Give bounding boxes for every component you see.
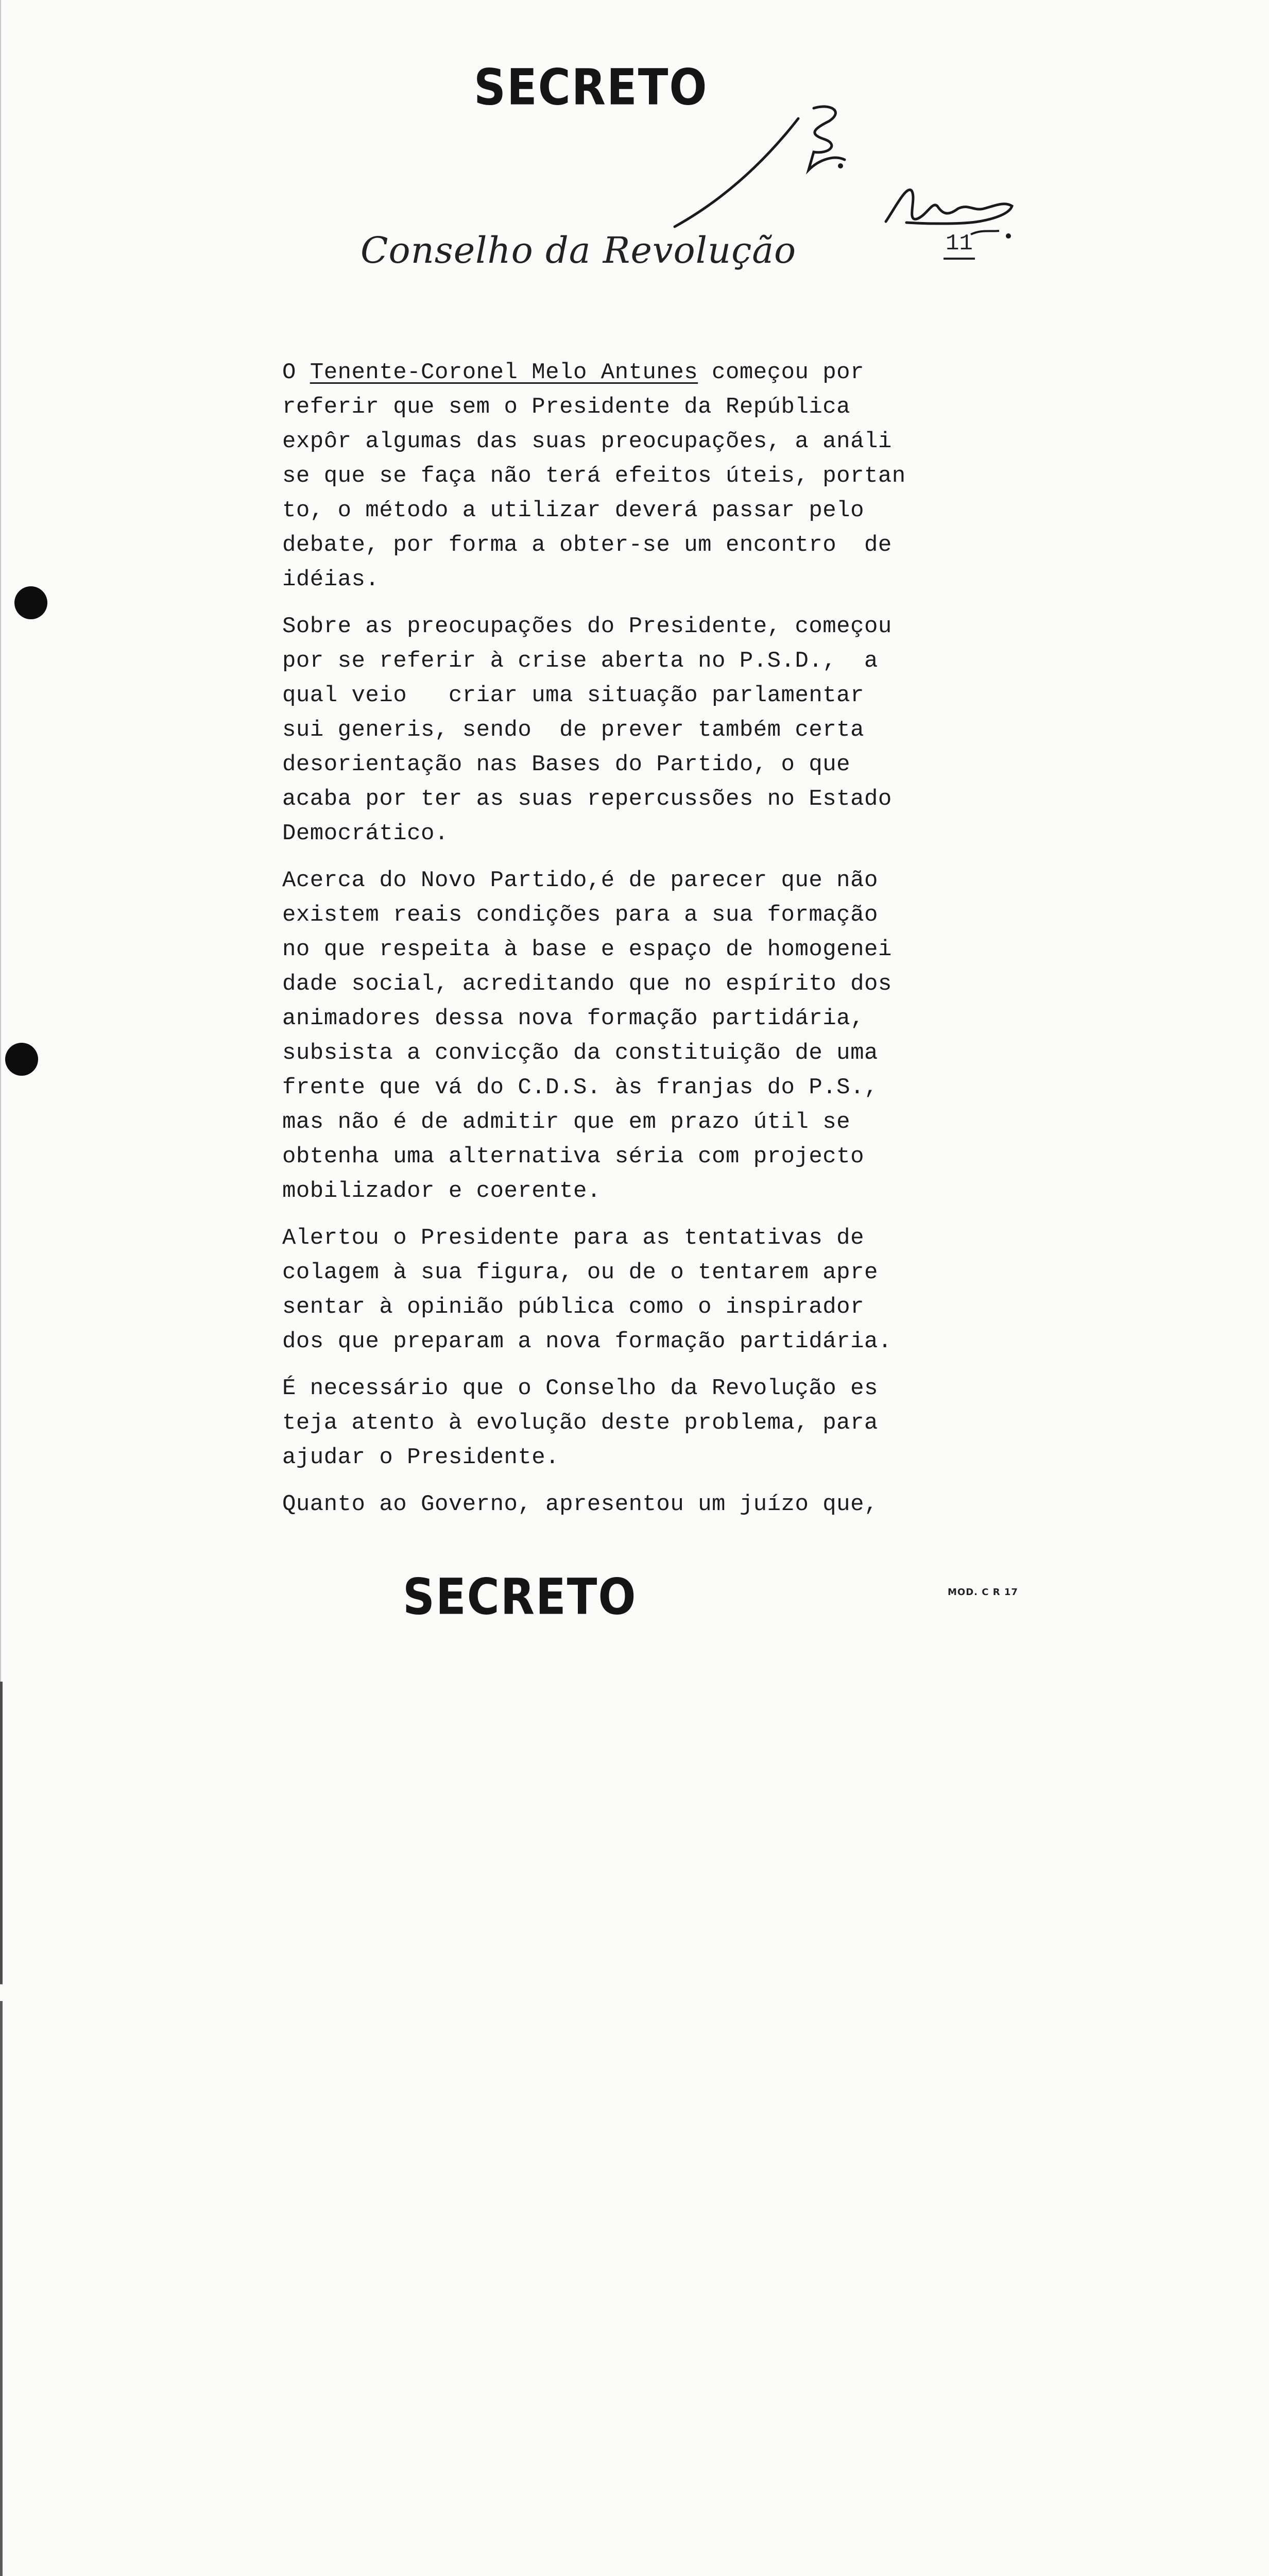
text-line	[282, 782, 931, 817]
text-segment: expôr algumas das suas preocupações, a análi	[282, 429, 892, 454]
text-segment: to, o método a utilizar deverá passar pelo	[282, 498, 864, 523]
text-line	[282, 1105, 931, 1140]
text-segment: mas não é de admitir que em prazo útil se	[282, 1109, 851, 1135]
text-segment: qual veio criar uma situação parlamentar	[282, 683, 864, 708]
text-line	[282, 679, 931, 713]
text-line	[282, 459, 931, 494]
text-line	[282, 748, 931, 782]
text-segment: se que se faça não terá efeitos úteis, portan	[282, 463, 906, 489]
text-line	[282, 563, 931, 597]
text-segment: teja atento à evolução deste problema, para	[282, 1410, 878, 1436]
text-line	[282, 933, 931, 967]
text-line	[282, 1036, 931, 1071]
text-segment: desorientação nas Bases do Partido, o que	[282, 752, 851, 777]
text-line	[282, 1440, 931, 1475]
text-segment: subsista a convicção da constituição de uma	[282, 1040, 878, 1066]
text-line	[282, 967, 931, 1002]
text-segment: acaba por ter as suas repercussões no Estado	[282, 786, 892, 812]
paragraph	[282, 863, 931, 1209]
text-line	[282, 1487, 931, 1522]
paragraph	[282, 609, 931, 851]
paragraph	[282, 1221, 931, 1359]
text-line	[282, 1174, 931, 1209]
text-line	[282, 390, 931, 425]
text-segment: debate, por forma a obter-se um encontro de	[282, 532, 892, 558]
text-line	[282, 528, 931, 563]
text-segment: obtenha uma alternativa séria com projecto	[282, 1144, 864, 1170]
text-line	[282, 644, 931, 679]
letterhead-title: Conselho da Revolução	[361, 229, 797, 272]
text-segment: sentar à opinião pública como o inspirador	[282, 1294, 864, 1320]
paragraph	[282, 1487, 931, 1522]
text-segment: Acerca do Novo Partido,é de parecer que não	[282, 868, 878, 893]
text-line	[282, 713, 931, 748]
form-code: MOD. C R 17	[948, 1587, 1018, 1598]
text-segment: dos que preparam a nova formação partidária.	[282, 1329, 892, 1354]
text-segment: por se referir à crise aberta no P.S.D., a	[282, 648, 878, 674]
text-line	[282, 898, 931, 933]
text-segment: Quanto ao Governo, apresentou um juízo que,	[282, 1492, 878, 1517]
text-line	[282, 817, 931, 851]
text-line	[282, 1221, 931, 1256]
text-segment: colagem à sua figura, ou de o tentarem apre	[282, 1260, 878, 1285]
classification-stamp-top: SECRETO	[474, 59, 708, 116]
text-segment: O	[282, 360, 310, 385]
text-line	[282, 355, 931, 390]
text-segment: ajudar o Presidente.	[282, 1445, 560, 1470]
text-segment: existem reais condições para a sua formação	[282, 902, 878, 928]
text-segment: referir que sem o Presidente da República	[282, 394, 851, 420]
page-number: 11	[944, 231, 975, 260]
text-line	[282, 1071, 931, 1105]
signature-mark-icon	[659, 98, 855, 232]
paragraph	[282, 355, 931, 597]
text-line	[282, 1406, 931, 1440]
text-line	[282, 1371, 931, 1406]
text-segment: Sobre as preocupações do Presidente, começou	[282, 614, 892, 639]
underlined-name: Tenente-Coronel Melo Antunes	[310, 360, 698, 385]
text-line	[282, 1002, 931, 1036]
page-edge-shadow	[0, 0, 1, 1682]
text-segment: no que respeita à base e espaço de homogenei	[282, 937, 892, 962]
punch-hole-icon	[14, 586, 47, 619]
text-line	[282, 1290, 931, 1325]
text-line	[282, 609, 931, 644]
text-segment: começou por	[698, 360, 864, 385]
text-segment: frente que vá do C.D.S. às franjas do P.S.,	[282, 1075, 878, 1100]
text-segment: dade social, acreditando que no espírito dos	[282, 971, 892, 997]
text-segment: Democrático.	[282, 821, 449, 846]
punch-hole-icon	[5, 1043, 38, 1076]
text-segment: mobilizador e coerente.	[282, 1178, 601, 1204]
paragraph	[282, 1371, 931, 1475]
text-segment: sui generis, sendo de prever também certa	[282, 717, 864, 743]
text-segment: É necessário que o Conselho da Revolução es	[282, 1376, 878, 1401]
text-line	[282, 863, 931, 898]
text-segment: animadores dessa nova formação partidária,	[282, 1006, 864, 1031]
text-line	[282, 425, 931, 459]
page-edge-line	[0, 1682, 3, 2576]
text-segment: idéias.	[282, 567, 380, 592]
text-line	[282, 1325, 931, 1359]
text-line	[282, 1256, 931, 1290]
text-line	[282, 1140, 931, 1174]
text-line	[282, 494, 931, 528]
document-body	[282, 355, 931, 1534]
classification-stamp-bottom: SECRETO	[403, 1568, 637, 1626]
text-segment: Alertou o Presidente para as tentativas de	[282, 1225, 864, 1251]
